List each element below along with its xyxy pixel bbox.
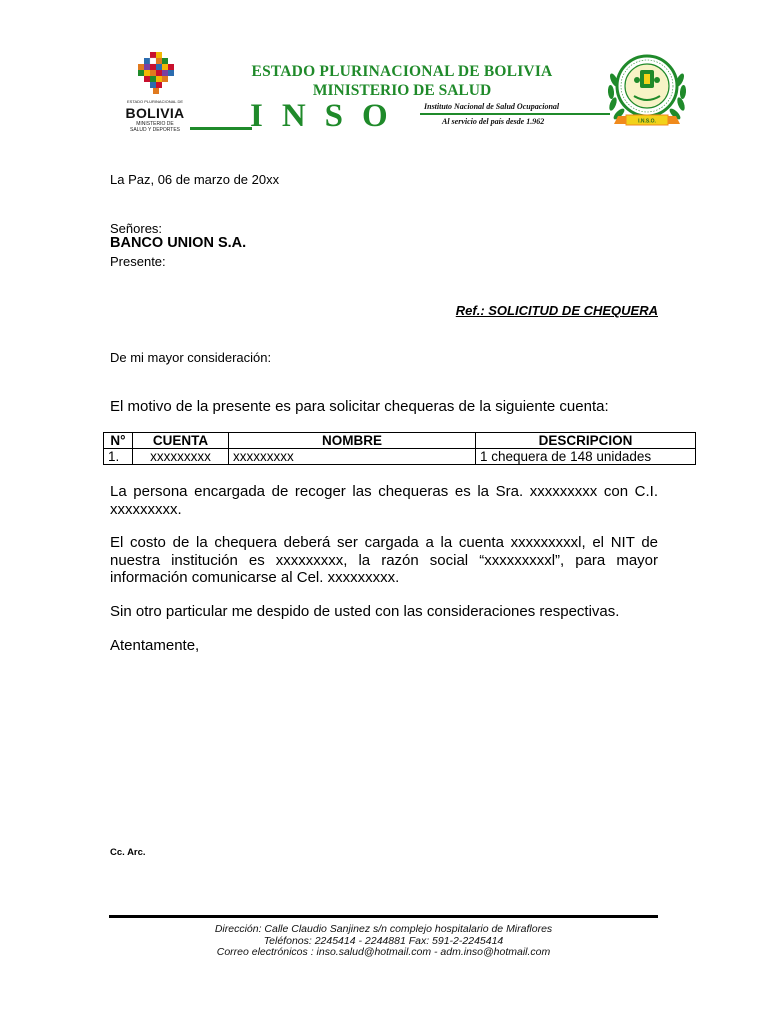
paragraph-pickup: La persona encargada de recoger las chequeras es la Sra. xxxxxxxxx con C.I. xxxxxxxxx. [110, 483, 658, 518]
table-row [104, 449, 696, 465]
cell-name: xxxxxxxxx [229, 449, 476, 465]
greeting: De mi mayor consideración: [110, 350, 272, 365]
header-title-line1: ESTADO PLURINACIONAL DE BOLIVIA [251, 63, 553, 80]
cell-description: 1 chequera de 148 unidades [476, 449, 696, 465]
presente-label: Presente: [110, 254, 166, 269]
bolivia-mosaic-icon [136, 52, 176, 96]
paragraph-farewell: Sin otro particular me despido de usted con las consideraciones respectivas. [110, 603, 620, 620]
closing: Atentamente, [110, 637, 200, 654]
bolivia-logo-line2: SALUD Y DEPORTES [129, 127, 181, 133]
cell-number: 1. [104, 449, 133, 465]
bolivia-logo-line1: MINISTERIO DE [136, 121, 174, 127]
bolivia-logo-word: BOLIVIA [125, 105, 185, 121]
intro-paragraph: El motivo de la presente es para solicitar chequeras de la siguiente cuenta: [110, 398, 609, 415]
table-header-row [104, 433, 696, 449]
inso-subtitle2: Al servicio del país desde 1.962 [442, 117, 545, 126]
footer-phones: Teléfonos: 2245414 - 2244881 Fax: 591-2-2245414 [263, 935, 504, 947]
letter-date: La Paz, 06 de marzo de 20xx [110, 172, 280, 187]
bolivia-logo [118, 52, 192, 134]
salutation: Señores: [110, 221, 163, 236]
col-header-name: NOMBRE [229, 433, 476, 449]
footer-email: Correo electrónicos : inso.salud@hotmail.com - adm.inso@hotmail.com [216, 946, 551, 958]
header-rule-right [420, 113, 610, 115]
account-table [103, 432, 696, 465]
footer-address: Dirección: Calle Claudio Sanjinez s/n complejo hospitalario de Miraflores [214, 923, 553, 935]
reference-line: Ref.: SOLICITUD DE CHEQUERA [455, 303, 658, 318]
seal-label: I.N.S.O. [638, 118, 656, 125]
col-header-description: DESCRIPCION [476, 433, 696, 449]
bolivia-logo-top-text: ESTADO PLURINACIONAL DE [126, 99, 183, 104]
cc-line: Cc. Arc. [110, 847, 146, 858]
header-rule-left [190, 127, 252, 130]
paragraph-cost: El costo de la chequera deberá ser cargada a la cuenta xxxxxxxxxl, el NIT de nuestra institución es xxxxxxxxx, la razón social “xxxxxxxxxl”, para mayor información comunicarse al Cel. xxxxxxxxx. [110, 534, 658, 586]
footer-rule [109, 915, 658, 918]
inso-subtitle1: Instituto Nacional de Salud Ocupacional [424, 102, 560, 111]
inso-wordmark: INSO [250, 98, 407, 134]
inso-seal-icon [604, 50, 690, 134]
col-header-account: CUENTA [133, 433, 229, 449]
cell-account: xxxxxxxxx [133, 449, 229, 465]
col-header-number: N° [104, 433, 133, 449]
header-title-line2: MINISTERIO DE SALUD [312, 82, 492, 99]
recipient-name: BANCO UNION S.A. [110, 235, 247, 251]
